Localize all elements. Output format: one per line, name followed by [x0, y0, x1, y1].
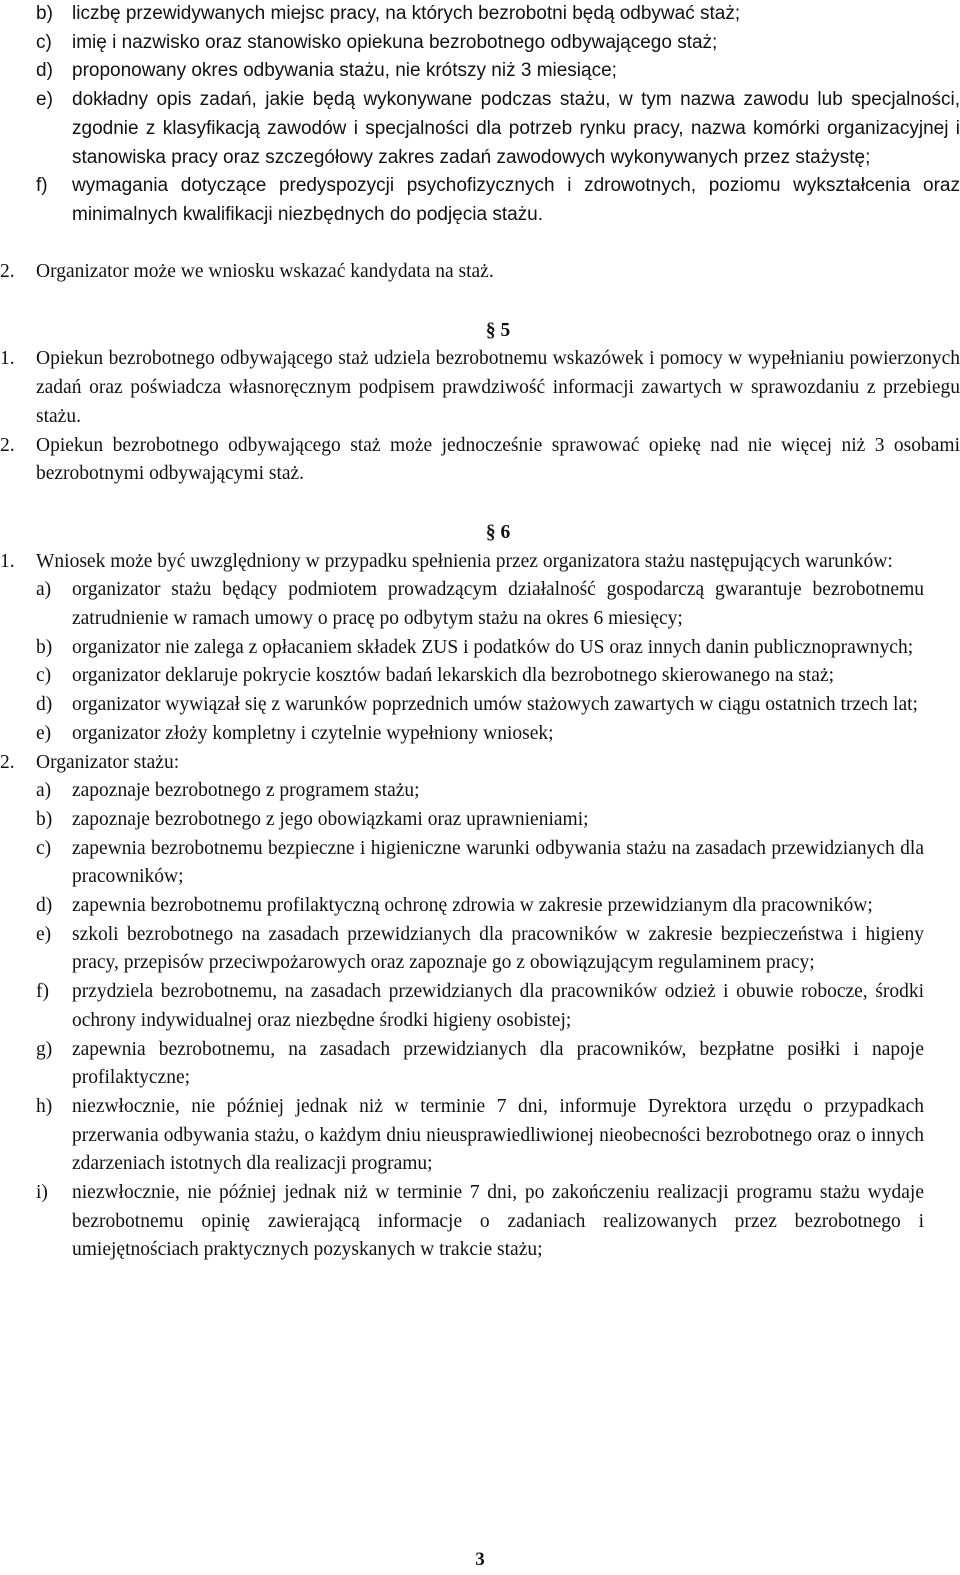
item-text: zapoznaje bezrobotnego z programem stażu; [72, 780, 420, 802]
section-number: 5 [500, 319, 511, 341]
item-text: dokładny opis zadań, jakie będą wykonywane podczas stażu, w tym nazwa zawodu lub specjalności, zgodnie z klasyfikacją zawodów i specjalności dla potrzeb rynku pracy, nazwa komórki organizacyjnej i stanowiska pracy oraz szczegółowy zakres zadań zawodowych wykonywanych przez stażystę; [72, 89, 960, 168]
list-item [36, 634, 924, 663]
item-text: zapewnia bezrobotnemu bezpieczne i higieniczne warunki odbywania stażu na zasadach przewidzianych dla pracowników; [72, 837, 924, 888]
item-marker: d) [36, 895, 53, 917]
list-item [36, 777, 924, 806]
item-text: szkoli bezrobotnego na zasadach przewidzianych dla pracowników w zakresie bezpieczeństwa i higieny pracy, przepisów przeciwpożarowych oraz zapoznaje go z obowiązującym regulaminem pracy; [72, 923, 924, 974]
item-marker: c) [36, 665, 52, 687]
point-text: Organizator może we wniosku wskazać kandydata na staż. [36, 261, 494, 282]
item-text: proponowany okres odbywania stażu, nie krótszy niż 3 miesiące; [72, 60, 617, 82]
list-item [36, 1036, 924, 1093]
numbered-point [0, 258, 960, 287]
list-item [36, 691, 924, 720]
numbered-point [0, 548, 960, 577]
item-text: liczbę przewidywanych miejsc pracy, na których bezrobotni będą odbywać staż; [72, 3, 741, 24]
item-marker: c) [36, 837, 52, 859]
item-marker: b) [36, 808, 53, 830]
list-item [36, 892, 924, 921]
list-item [36, 978, 924, 1035]
page-number: 3 [475, 1549, 485, 1570]
item-text: organizator złoży kompletny i czytelnie wypełniony wniosek; [72, 722, 554, 744]
item-marker: f) [36, 175, 48, 197]
point-marker: 1. [0, 348, 15, 370]
item-marker: g) [36, 1038, 53, 1060]
point-marker: 1. [0, 550, 15, 572]
item-marker: b) [36, 636, 53, 658]
item-text: imię i nazwisko oraz stanowisko opiekuna bezrobotnego odbywającego staż; [72, 31, 718, 53]
point-marker: 2. [0, 751, 15, 773]
list-item [36, 0, 960, 29]
section-heading [0, 317, 960, 346]
numbered-point [0, 345, 960, 431]
point-marker: 2. [0, 434, 15, 456]
item-text: zapoznaje bezrobotnego z jego obowiązkami oraz uprawnieniami; [72, 808, 589, 830]
point-text: Opiekun bezrobotnego odbywającego staż udziela bezrobotnemu wskazówek i pomocy w wypełnianiu powierzonych zadań oraz poświadcza własnoręcznym podpisem prawdziwość informacji zawartych w sprawozdaniu z przebiegu stażu. [36, 348, 960, 427]
item-marker: h) [36, 1095, 53, 1117]
top-list [36, 0, 960, 230]
sublist [36, 777, 924, 1265]
section-symbol: § [485, 521, 496, 543]
point-text: Opiekun bezrobotnego odbywającego staż może jednocześnie sprawować opiekę nad nie więcej niż 3 osobami bezrobotnymi odbywającymi staż. [36, 434, 960, 485]
item-marker: f) [36, 981, 49, 1003]
section-symbol: § [485, 319, 496, 341]
item-text: organizator stażu będący podmiotem prowadzącym działalność gospodarczą gwarantuje bezrobotnemu zatrudnienie w ramach umowy o pracę po odbytym stażu na okres 6 miesięcy; [72, 579, 924, 629]
item-marker: d) [36, 60, 53, 82]
item-marker: c) [36, 31, 52, 53]
point-text: Wniosek może być uwzględniony w przypadku spełnienia przez organizatora stażu następujących warunków: [36, 550, 893, 572]
numbered-point [0, 749, 960, 778]
item-text: niezwłocznie, nie później jednak niż w terminie 7 dni, informuje Dyrektora urzędu o przypadkach przerwania odbywania stażu, o każdym dniu nieusprawiedliwionej nieobecności bezrobotnego oraz o innych zdarzeniach istotnych dla realizacji programu; [72, 1095, 924, 1175]
point-marker: 2. [0, 261, 15, 282]
item-text: organizator nie zalega z opłacaniem składek ZUS i podatków do US oraz innych danin publicznoprawnych; [72, 636, 914, 658]
list-item [36, 172, 960, 229]
list-item [36, 806, 924, 835]
list-item [36, 835, 924, 892]
list-item [36, 1093, 924, 1179]
item-text: zapewnia bezrobotnemu, na zasadach przewidzianych dla pracowników, bezpłatne posiłki i napoje profilaktyczne; [72, 1038, 924, 1089]
list-item [36, 86, 960, 172]
sublist [36, 576, 924, 748]
item-marker: b) [36, 3, 53, 24]
list-item [36, 576, 924, 633]
item-marker: a) [36, 780, 52, 802]
item-text: niezwłocznie, nie później jednak niż w terminie 7 dni, po zakończeniu realizacji programu stażu wydaje bezrobotnemu opinię zawierającą informacje o zadaniach realizowanych przez bezrobotnego i umiejętnościach praktycznych pozyskanych w trakcie stażu; [72, 1182, 924, 1261]
item-marker: e) [36, 89, 53, 111]
point-text: Organizator stażu: [36, 751, 180, 773]
item-text: organizator deklaruje pokrycie kosztów badań lekarskich dla bezrobotnego skierowanego na staż; [72, 665, 835, 687]
item-marker: d) [36, 694, 53, 716]
section-heading [0, 519, 960, 548]
numbered-point [0, 432, 960, 489]
item-text: przydziela bezrobotnemu, na zasadach przewidzianych dla pracowników odzież i obuwie robocze, środki ochrony indywidualnej oraz niezbędne środki higieny osobistej; [72, 981, 924, 1031]
list-item [36, 720, 924, 749]
item-marker: i) [36, 1182, 48, 1204]
section-number: 6 [500, 521, 511, 543]
item-marker: e) [36, 923, 52, 945]
item-marker: e) [36, 722, 52, 744]
main-content [0, 258, 960, 1265]
item-marker: a) [36, 579, 52, 601]
list-item [36, 921, 924, 978]
list-item [36, 29, 960, 58]
list-item [36, 57, 960, 86]
item-text: wymagania dotyczące predyspozycji psychofizycznych i zdrowotnych, poziomu wykształcenia oraz minimalnych kwalifikacji niezbędnych do podjęcia stażu. [72, 175, 960, 225]
item-text: organizator wywiązał się z warunków poprzednich umów stażowych zawartych w ciągu ostatnich trzech lat; [72, 694, 918, 716]
list-item [36, 662, 924, 691]
item-text: zapewnia bezrobotnemu profilaktyczną ochronę zdrowia w zakresie przewidzianym dla pracowników; [72, 895, 873, 917]
list-item [36, 1179, 924, 1265]
